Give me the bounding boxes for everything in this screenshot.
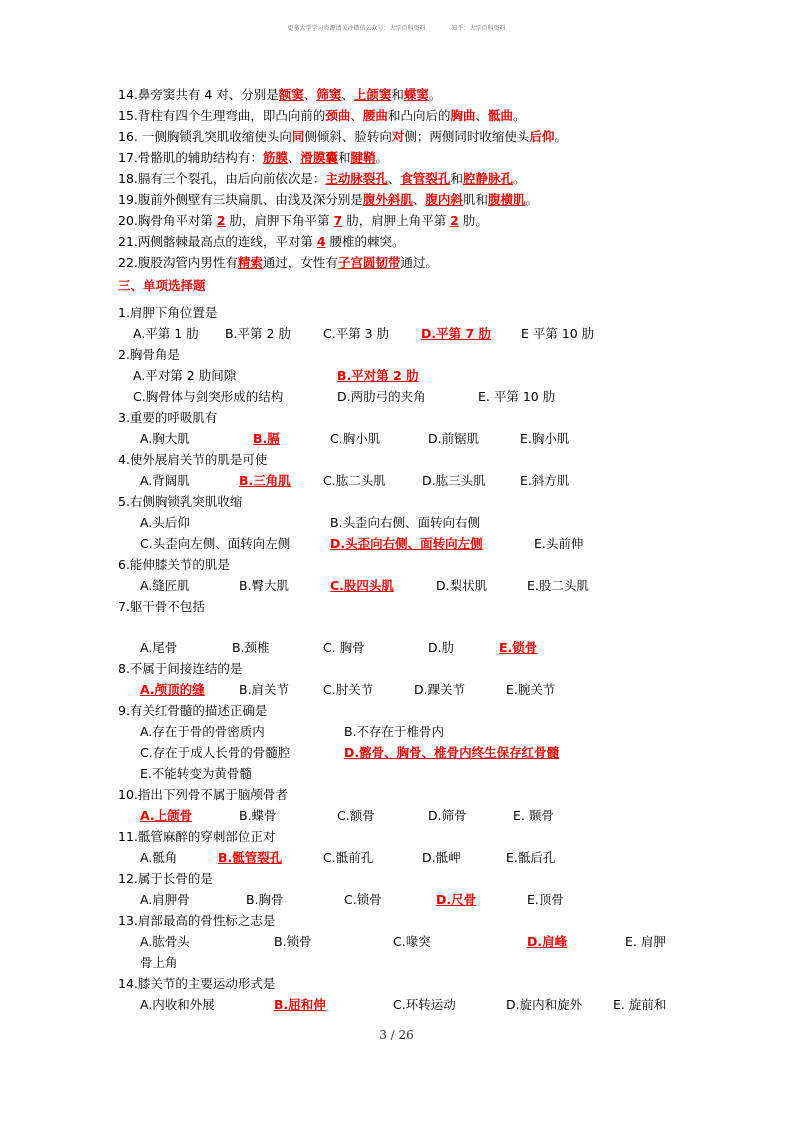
fill-q15: 15.背柱有四个生理弯曲，即凸向前的颈曲、腰曲和凸向后的胸曲、骶曲。 bbox=[118, 108, 526, 123]
option: E.股二头肌 bbox=[527, 578, 589, 593]
option: D.两肋弓的夹角 bbox=[337, 389, 426, 404]
correct-option: B.屈和伸 bbox=[274, 997, 326, 1012]
page-number: 3 / 26 bbox=[379, 1028, 414, 1042]
option: D.梨状肌 bbox=[436, 578, 488, 593]
option: C.胸骨体与剑突形成的结构 bbox=[133, 389, 284, 404]
option: E. 平第 10 肋 bbox=[478, 389, 556, 404]
answer: 腰曲 bbox=[362, 108, 388, 123]
page-header bbox=[0, 23, 793, 32]
correct-option: D.尺骨 bbox=[436, 892, 477, 907]
answer: 同 bbox=[291, 129, 305, 144]
option: D.踝关节 bbox=[414, 682, 466, 697]
option: A.胸大肌 bbox=[140, 431, 190, 446]
option: A.头后仰 bbox=[140, 515, 190, 530]
option: E.骶后孔 bbox=[506, 850, 556, 865]
option: C.肘关节 bbox=[323, 682, 374, 697]
answer: 额窦 bbox=[278, 87, 304, 102]
question-stem: 2.胸骨角是 bbox=[118, 347, 180, 362]
answer: 腔静脉孔 bbox=[462, 171, 513, 186]
option: A.缝匠肌 bbox=[140, 578, 190, 593]
option: E 平第 10 肋 bbox=[521, 326, 595, 341]
question-stem: 1.肩胛下角位置是 bbox=[118, 305, 218, 320]
answer: 上颌窦 bbox=[353, 87, 392, 102]
option: D.筛骨 bbox=[428, 808, 467, 823]
option: B.平第 2 肋 bbox=[225, 326, 291, 341]
option: A.尾骨 bbox=[140, 640, 178, 655]
option: D.前锯肌 bbox=[428, 431, 480, 446]
answer: 滑膜囊 bbox=[300, 150, 338, 165]
fill-q18: 18.膈有三个裂孔，由后向前依次是：主动脉裂孔、食管裂孔和腔静脉孔。 bbox=[118, 171, 526, 186]
answer: 精索 bbox=[237, 255, 263, 270]
question-stem: 14.膝关节的主要运动形式是 bbox=[118, 976, 276, 991]
answer: 子宫圆韧带 bbox=[337, 255, 401, 270]
correct-option: D.平第 7 肋 bbox=[421, 326, 492, 341]
answer: 蝶窦 bbox=[403, 87, 429, 102]
answer: 胸曲 bbox=[450, 108, 476, 123]
question-stem: 3.重要的呼吸肌有 bbox=[118, 410, 218, 425]
section-title: 三、单项选择题 bbox=[118, 278, 206, 293]
correct-option: D.头歪向右侧、面转向左侧 bbox=[330, 536, 483, 551]
option: B.锁骨 bbox=[274, 934, 312, 949]
option: E.腕关节 bbox=[506, 682, 556, 697]
question-stem: 12.属于长骨的是 bbox=[118, 871, 213, 886]
fill-q21: 21.两侧髂棘最高点的连线，平对第 4 腰椎的棘突。 bbox=[118, 234, 405, 249]
option: C.锁骨 bbox=[344, 892, 382, 907]
option: D.旋内和旋外 bbox=[506, 997, 583, 1012]
option: B.臀大肌 bbox=[239, 578, 290, 593]
answer: 颈曲 bbox=[325, 108, 351, 123]
option: B.头歪向右侧、面转向右侧 bbox=[330, 515, 481, 530]
question-stem: 5.右侧胸锁乳突肌收缩 bbox=[118, 494, 243, 509]
question-stem: 7.躯干骨不包括 bbox=[118, 599, 205, 614]
option: C.胸小肌 bbox=[330, 431, 381, 446]
correct-option: D.髂骨、胸骨、椎骨内终生保存红骨髓 bbox=[344, 745, 560, 760]
question-stem: 10.指出下列骨不属于脑颅骨者 bbox=[118, 787, 288, 802]
answer: 2 bbox=[216, 213, 226, 228]
option: B.蝶骨 bbox=[239, 808, 277, 823]
option: E.不能转变为黄骨髓 bbox=[140, 766, 252, 781]
question-stem: 4.使外展肩关节的肌是可使 bbox=[118, 452, 268, 467]
option: C.喙突 bbox=[393, 934, 431, 949]
option: C.环转运动 bbox=[393, 997, 456, 1012]
option: A.肩胛骨 bbox=[140, 892, 190, 907]
correct-option: C.股四头肌 bbox=[330, 578, 394, 593]
option: D.肋 bbox=[428, 640, 455, 655]
option: E. 颞骨 bbox=[513, 808, 554, 823]
answer: 主动脉裂孔 bbox=[325, 171, 388, 186]
option: C.头歪向左侧、面转向左侧 bbox=[140, 536, 291, 551]
fill-q16: 16. 一侧胸锁乳突肌收缩使头向同侧倾斜、脸转向对侧；两侧同时收缩使头后仰。 bbox=[118, 129, 567, 144]
answer: 腱鞘 bbox=[350, 150, 376, 165]
correct-option: A.上颌骨 bbox=[140, 808, 193, 823]
option: B.肩关节 bbox=[239, 682, 290, 697]
answer: 对 bbox=[391, 129, 405, 144]
answer: 食管裂孔 bbox=[400, 171, 451, 186]
option: E. 旋前和 bbox=[613, 997, 667, 1012]
option: C.骶前孔 bbox=[323, 850, 374, 865]
option-continued: 骨上角 bbox=[140, 955, 178, 970]
correct-option: B.三角肌 bbox=[239, 473, 291, 488]
option: E.顶骨 bbox=[527, 892, 564, 907]
option: D.肱三头肌 bbox=[422, 473, 486, 488]
fill-q17: 17.骨骼肌的辅助结构有：筋膜、滑膜囊和腱鞘。 bbox=[118, 150, 388, 165]
correct-option: B.骶管裂孔 bbox=[218, 850, 283, 865]
option: A.平第 1 肋 bbox=[133, 326, 199, 341]
option: D.骶岬 bbox=[422, 850, 461, 865]
answer: 腹横肌 bbox=[487, 192, 526, 207]
fill-q22: 22.腹股沟管内男性有精索通过，女性有子宫圆韧带通过。 bbox=[118, 255, 438, 270]
option: E.胸小肌 bbox=[520, 431, 570, 446]
option: C.肱二头肌 bbox=[323, 473, 386, 488]
question-stem: 13.肩部最高的骨性标之志是 bbox=[118, 913, 276, 928]
option: B.颈椎 bbox=[232, 640, 270, 655]
option: B.胸骨 bbox=[246, 892, 284, 907]
correct-option: A.颅顶的缝 bbox=[140, 682, 205, 697]
option: C.额骨 bbox=[337, 808, 375, 823]
answer: 2 bbox=[450, 213, 459, 228]
header-left: 更多大学学习资源请关注微信公众号：大学百科资料 bbox=[287, 25, 426, 32]
option: E.斜方肌 bbox=[520, 473, 570, 488]
option: A.存在于骨的骨密质内 bbox=[140, 724, 265, 739]
option: E. 肩胛 bbox=[625, 934, 666, 949]
option: C.平第 3 肋 bbox=[323, 326, 390, 341]
option: A.背阔肌 bbox=[140, 473, 190, 488]
option: A.骶角 bbox=[140, 850, 178, 865]
correct-option: B.膈 bbox=[253, 431, 280, 446]
question-stem: 8.不属于间接连结的是 bbox=[118, 661, 243, 676]
correct-option: E.锁骨 bbox=[499, 640, 538, 655]
answer: 腹内斜 bbox=[425, 192, 463, 207]
answer: 7 bbox=[333, 213, 343, 228]
option: C. 胸骨 bbox=[323, 640, 365, 655]
answer: 筛窦 bbox=[316, 87, 342, 102]
fill-q14: 14.鼻旁窦共有 4 对、分别是额窦、筛窦、上颌窦和蝶窦。 bbox=[118, 87, 442, 102]
option: A.平对第 2 肋间隙 bbox=[133, 368, 237, 383]
correct-option: B.平对第 2 肋 bbox=[337, 368, 419, 383]
answer: 腹外斜肌 bbox=[362, 192, 413, 207]
answer: 筋膜 bbox=[262, 150, 288, 165]
question-stem: 6.能伸膝关节的肌是 bbox=[118, 557, 230, 572]
correct-option: D.肩峰 bbox=[527, 934, 568, 949]
option: C.存在于成人长骨的骨髓腔 bbox=[140, 745, 291, 760]
option: A.肱骨头 bbox=[140, 934, 190, 949]
header-right: 知乎：大学百科资料 bbox=[451, 25, 506, 32]
answer: 后仰 bbox=[529, 129, 555, 144]
option: E.头前伸 bbox=[534, 536, 584, 551]
option: B.不存在于椎骨内 bbox=[344, 724, 445, 739]
answer: 4 bbox=[316, 234, 326, 249]
answer: 骶曲 bbox=[487, 108, 513, 123]
fill-q20: 20.胸骨角平对第 2 肋，肩胛下角平第 7 肋，肩胛上角平第 2 肋。 bbox=[118, 213, 488, 228]
option: A.内收和外展 bbox=[140, 997, 215, 1012]
fill-q19: 19.腹前外侧壁有三块扁肌、由浅及深分别是腹外斜肌、腹内斜肌和腹横肌。 bbox=[118, 192, 538, 207]
question-stem: 9.有关红骨髓的描述正确是 bbox=[118, 703, 268, 718]
question-stem: 11.骶管麻醉的穿刺部位正对 bbox=[118, 829, 276, 844]
